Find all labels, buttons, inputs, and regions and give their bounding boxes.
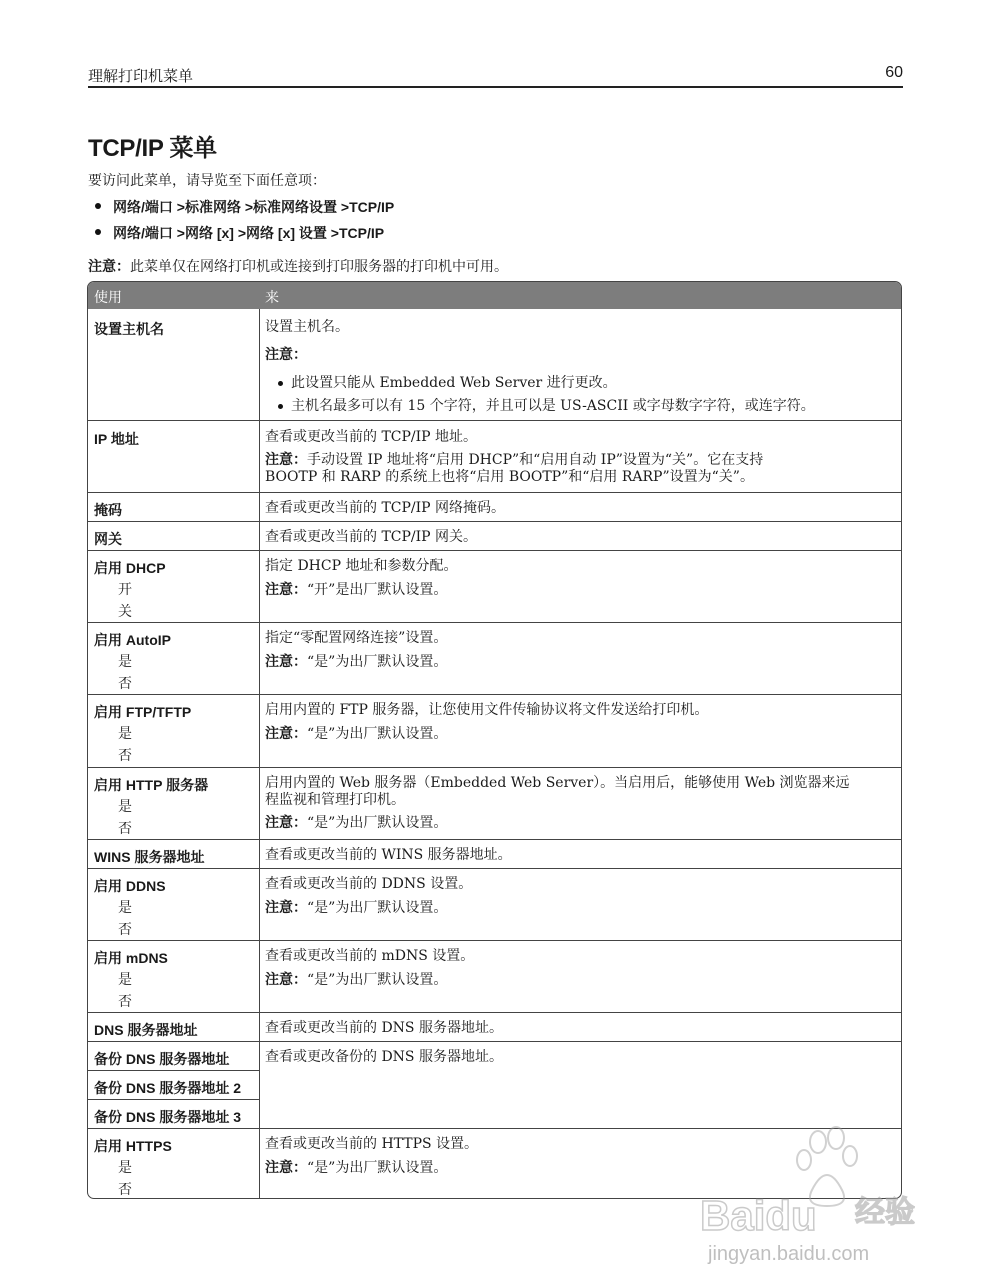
setting-name: WINS 服务器地址 — [94, 849, 205, 865]
note-text: BOOTP 和 RARP 的系统上也将“启用 BOOTP”和“启用 RARP”设置为“关”。 — [265, 469, 754, 485]
note-text: “是”为出厂默认设置。 — [307, 900, 448, 916]
option-value: 是 — [118, 900, 132, 916]
description-text: 程监视和管理打印机。 — [265, 792, 405, 808]
setting-name: 备份 DNS 服务器地址 — [94, 1051, 230, 1067]
setting-name: 启用 HTTPS — [94, 1138, 172, 1154]
option-value: 是 — [118, 726, 132, 742]
option-value: 否 — [118, 1182, 132, 1198]
option-value: 否 — [118, 821, 132, 837]
setting-description — [265, 702, 895, 743]
setting-name: 启用 DDNS — [94, 878, 166, 894]
menu-path-1 — [95, 197, 394, 217]
page-title: TCP/IP 菜单 — [88, 135, 217, 162]
setting-description — [265, 876, 895, 917]
note-text: “是”为出厂默认设置。 — [307, 972, 448, 988]
setting-name: 网关 — [94, 531, 122, 547]
note-label: 注意： — [265, 900, 307, 916]
row-divider — [88, 767, 902, 768]
setting-name: 备份 DNS 服务器地址 3 — [94, 1109, 242, 1125]
setting-name: 启用 mDNS — [94, 950, 168, 966]
note-text: 手动设置 IP 地址将“启用 DHCP”和“启用自动 IP”设置为“关”。它在支持 — [307, 452, 764, 468]
option-value: 开 — [118, 582, 132, 598]
watermark-brand2: 经验 — [855, 1195, 915, 1230]
setting-name: 掩码 — [94, 502, 122, 518]
row-divider — [88, 694, 902, 695]
setting-description: 查看或更改备份的 DNS 服务器地址。 — [265, 1049, 503, 1065]
setting-description — [265, 558, 895, 599]
description-text: 查看或更改当前的 DDNS 设置。 — [265, 876, 473, 892]
column-header-to: 来 — [265, 290, 279, 306]
note-text: “是”为出厂默认设置。 — [307, 654, 448, 670]
setting-description — [265, 1136, 895, 1177]
watermark-url: jingyan.baidu.com — [708, 1243, 870, 1265]
bullet-icon — [95, 203, 101, 209]
note-label: 注意： — [265, 1160, 307, 1176]
note-label: 注意： — [265, 654, 307, 670]
setting-name: 设置主机名 — [94, 322, 164, 338]
description-text: 查看或更改当前的 mDNS 设置。 — [265, 948, 475, 964]
note-text: “是”为出厂默认设置。 — [307, 815, 448, 831]
note-label: 注意： — [88, 259, 130, 275]
note-label: 注意： — [265, 347, 307, 363]
setting-description — [265, 630, 895, 671]
setting-description — [265, 429, 895, 486]
column-divider — [259, 309, 260, 1199]
description-text: 启用内置的 Web 服务器（Embedded Web Server）。当启用后，能够使用 Web 浏览器来远 — [265, 775, 850, 791]
menu-path-text: 网络/端口 >网络 [x] >网络 [x] 设置 >TCP/IP — [113, 225, 385, 241]
row-divider — [88, 839, 902, 840]
row-divider — [88, 622, 902, 623]
note-label: 注意： — [265, 815, 307, 831]
setting-name: DNS 服务器地址 — [94, 1022, 198, 1038]
description-text: 指定 DHCP 地址和参数分配。 — [265, 558, 458, 574]
setting-description — [265, 948, 895, 989]
description-text: 查看或更改当前的 HTTPS 设置。 — [265, 1136, 479, 1152]
setting-name: IP 地址 — [94, 431, 139, 447]
row-divider — [88, 492, 902, 493]
option-value: 否 — [118, 676, 132, 692]
column-header-use: 使用 — [94, 290, 122, 306]
note-label: 注意： — [265, 972, 307, 988]
table-header — [88, 282, 901, 309]
description-text: 设置主机名。 — [265, 319, 349, 335]
setting-name: 启用 HTTP 服务器 — [94, 777, 209, 793]
row-divider — [88, 521, 902, 522]
description-text: 查看或更改当前的 TCP/IP 地址。 — [265, 429, 478, 445]
setting-name: 启用 DHCP — [94, 560, 166, 576]
note-bullet: 此设置只能从 Embedded Web Server 进行更改。 — [265, 375, 895, 392]
note-text: “是”为出厂默认设置。 — [307, 726, 448, 742]
setting-name: 启用 AutoIP — [94, 632, 171, 648]
section-title: 理解打印机菜单 — [88, 67, 194, 85]
description-text: 指定“零配置网络连接”设置。 — [265, 630, 448, 646]
setting-description: 查看或更改当前的 TCP/IP 网关。 — [265, 529, 478, 545]
menu-path-2 — [95, 223, 384, 243]
option-value: 关 — [118, 604, 132, 620]
option-value: 是 — [118, 654, 132, 670]
description-text: 启用内置的 FTP 服务器，让您使用文件传输协议将文件发送给打印机。 — [265, 702, 709, 718]
option-value: 否 — [118, 922, 132, 938]
note-label: 注意： — [265, 452, 307, 468]
option-value: 否 — [118, 748, 132, 764]
setting-description: 查看或更改当前的 TCP/IP 网络掩码。 — [265, 500, 506, 516]
setting-description — [265, 775, 895, 832]
note-label: 注意： — [265, 726, 307, 742]
row-divider — [88, 940, 902, 941]
note-text: 此菜单仅在网络打印机或连接到打印服务器的打印机中可用。 — [130, 259, 508, 275]
note-text: “是”为出厂默认设置。 — [307, 1160, 448, 1176]
intro-text: 要访问此菜单，请导览至下面任意项： — [88, 173, 326, 189]
row-divider — [88, 550, 902, 551]
option-value: 是 — [118, 799, 132, 815]
row-divider — [88, 1012, 902, 1013]
row-divider — [88, 1070, 259, 1071]
watermark-brand: Baidu — [700, 1192, 817, 1239]
tcpip-menu-table — [87, 281, 902, 1199]
option-value: 是 — [118, 1160, 132, 1176]
option-value: 是 — [118, 972, 132, 988]
menu-path-text: 网络/端口 >标准网络 >标准网络设置 >TCP/IP — [113, 199, 395, 215]
note-label: 注意： — [265, 582, 307, 598]
row-divider — [88, 420, 902, 421]
setting-name: 启用 FTP/TFTP — [94, 704, 192, 720]
page-header — [88, 62, 903, 88]
note-text: “开”是出厂默认设置。 — [307, 582, 448, 598]
page-number: 60 — [885, 64, 903, 81]
setting-description: 查看或更改当前的 WINS 服务器地址。 — [265, 847, 512, 863]
row-divider — [88, 868, 902, 869]
row-divider — [88, 1128, 902, 1129]
option-value: 否 — [118, 994, 132, 1010]
note-bullet: 主机名最多可以有 15 个字符，并且可以是 US-ASCII 或字母数字字符，或连字符。 — [265, 398, 895, 415]
row-divider — [88, 1041, 902, 1042]
bullet-icon — [95, 229, 101, 235]
setting-name: 备份 DNS 服务器地址 2 — [94, 1080, 242, 1096]
availability-note — [88, 256, 508, 276]
setting-description — [265, 319, 895, 415]
setting-description: 查看或更改当前的 DNS 服务器地址。 — [265, 1020, 503, 1036]
row-divider — [88, 1099, 259, 1100]
